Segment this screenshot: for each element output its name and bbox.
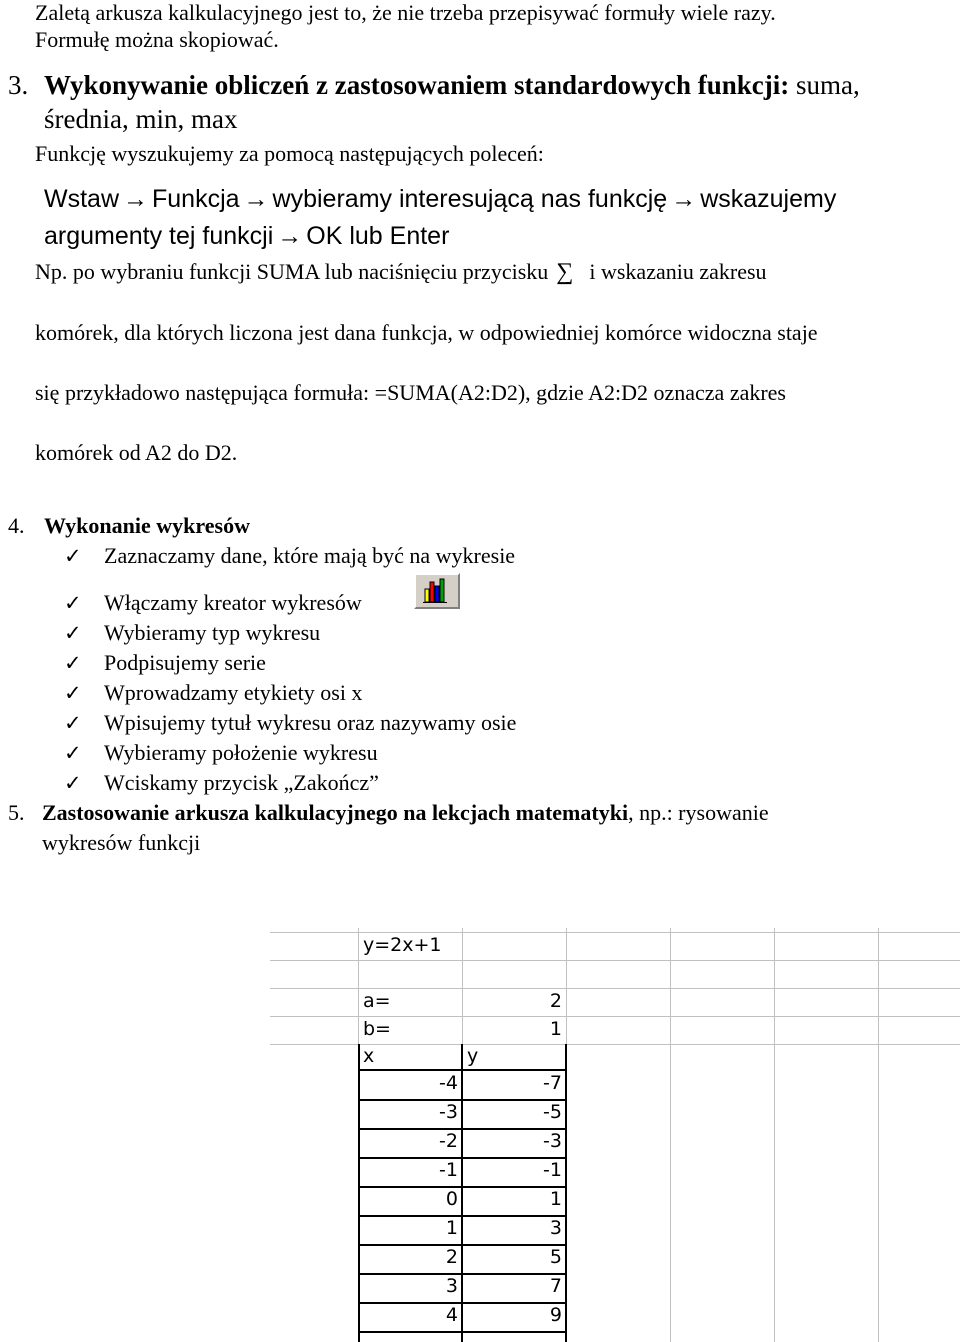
table-border bbox=[565, 1044, 567, 1342]
table-cell-x: 4 bbox=[445, 1304, 458, 1326]
sheet-col-y-header: y bbox=[467, 1045, 479, 1067]
list-item: Wprowadzamy etykiety osi x bbox=[104, 680, 363, 705]
sheet-title-cell: y=2x+1 bbox=[363, 934, 442, 956]
example-line-1 bbox=[35, 259, 767, 286]
sigma-icon: ∑ bbox=[556, 259, 574, 285]
gridline bbox=[774, 928, 775, 1342]
checkmark-icon: ✓ bbox=[64, 711, 82, 735]
checkmark-icon: ✓ bbox=[64, 741, 82, 765]
sheet-b-value: 1 bbox=[549, 1018, 562, 1040]
example-line-4: komórek od A2 do D2. bbox=[35, 440, 238, 465]
gridline bbox=[270, 932, 960, 933]
example-line-2: komórek, dla których liczona jest dana funkcja, w odpowiedniej komórce widoczna staje bbox=[35, 320, 818, 345]
menu-path-line-1 bbox=[44, 185, 836, 214]
table-cell-y: 1 bbox=[549, 1188, 562, 1210]
menu-step-choose: wybieramy interesującą nas funkcję bbox=[272, 185, 668, 213]
checkmark-icon: ✓ bbox=[64, 544, 82, 568]
section-5-line-2: wykresów funkcji bbox=[42, 830, 201, 855]
sheet-a-label: a= bbox=[363, 990, 391, 1012]
section-5-title bbox=[42, 800, 769, 826]
table-cell-x: 1 bbox=[445, 1217, 458, 1239]
example-line-3: się przykładowo następująca formuła: =SUMA(A2:D2), gdzie A2:D2 oznacza zakres bbox=[35, 380, 786, 405]
section-5-title-rest: , np.: rysowanie bbox=[628, 800, 769, 825]
section-3-title-line-2: średnia, min, max bbox=[44, 104, 238, 134]
arrow-right-icon: → bbox=[671, 185, 697, 213]
arrow-right-icon: → bbox=[277, 222, 303, 250]
intro-line-2: Formułę można skopiować. bbox=[35, 27, 279, 52]
table-cell-x: 2 bbox=[445, 1246, 458, 1268]
table-cell-x: -1 bbox=[439, 1159, 458, 1181]
example-text-2: i wskazaniu zakresu bbox=[589, 259, 767, 284]
menu-step-function: Funkcja bbox=[152, 185, 240, 213]
section-3-title bbox=[44, 70, 860, 101]
bar-chart-icon bbox=[416, 575, 458, 607]
sheet-a-value: 2 bbox=[549, 990, 562, 1012]
gridline bbox=[670, 928, 671, 1342]
gridline bbox=[878, 928, 879, 1342]
table-cell-x: -3 bbox=[439, 1101, 458, 1123]
list-item: Wciskamy przycisk „Zakończ” bbox=[104, 770, 379, 795]
table-cell-y: 3 bbox=[549, 1217, 562, 1239]
section-4-title-bold: Wykonanie wykresów bbox=[44, 513, 250, 538]
table-cell-y: 9 bbox=[549, 1304, 562, 1326]
list-item: Włączamy kreator wykresów bbox=[104, 590, 362, 615]
list-item: Zaznaczamy dane, które mają być na wykresie bbox=[104, 543, 516, 568]
gridline bbox=[270, 960, 960, 961]
intro-line-1: Zaletą arkusza kalkulacyjnego jest to, że nie trzeba przepisywać formuły wiele razy. bbox=[35, 0, 776, 25]
menu-path-line-2 bbox=[44, 222, 449, 251]
checkmark-icon: ✓ bbox=[64, 771, 82, 795]
section-4-number: 4. bbox=[8, 513, 25, 538]
section-3-subtitle: Funkcję wyszukujemy za pomocą następujących poleceń: bbox=[35, 141, 544, 166]
example-text-1: Np. po wybraniu funkcji SUMA lub naciśnięciu przycisku bbox=[35, 259, 549, 284]
menu-step-ok: OK lub Enter bbox=[306, 222, 450, 250]
table-cell-y: -5 bbox=[543, 1101, 562, 1123]
table-cell-y: -1 bbox=[543, 1159, 562, 1181]
section-3-title-bold: Wykonywanie obliczeń z zastosowaniem standardowych funkcji: bbox=[44, 70, 790, 100]
checkmark-icon: ✓ bbox=[64, 651, 82, 675]
list-item: Podpisujemy serie bbox=[104, 650, 266, 675]
section-3-number: 3. bbox=[8, 70, 29, 100]
gridline bbox=[270, 1016, 960, 1017]
menu-step-arguments: argumenty tej funkcji bbox=[44, 222, 274, 250]
menu-step-indicate: wskazujemy bbox=[700, 185, 837, 213]
checkmark-icon: ✓ bbox=[64, 591, 82, 615]
table-cell-y: -7 bbox=[543, 1072, 562, 1094]
gridline bbox=[270, 988, 960, 989]
section-4-title bbox=[44, 513, 250, 539]
table-cell-x: 3 bbox=[445, 1275, 458, 1297]
section-3-title-rest: suma, bbox=[789, 70, 860, 100]
table-cell-y: 5 bbox=[549, 1246, 562, 1268]
sheet-b-label: b= bbox=[363, 1018, 391, 1040]
table-border bbox=[358, 1331, 566, 1333]
section-5-number: 5. bbox=[8, 800, 25, 825]
table-cell-y: -3 bbox=[543, 1130, 562, 1152]
checkmark-icon: ✓ bbox=[64, 621, 82, 645]
list-item: Wpisujemy tytuł wykresu oraz nazywamy osie bbox=[104, 710, 517, 735]
section-5-title-bold: Zastosowanie arkusza kalkulacyjnego na lekcjach matematyki bbox=[42, 800, 629, 825]
list-item: Wybieramy typ wykresu bbox=[104, 620, 321, 645]
chart-wizard-icon bbox=[414, 573, 460, 609]
menu-step-insert: Wstaw bbox=[44, 185, 119, 213]
table-cell-x: 0 bbox=[445, 1188, 458, 1210]
table-cell-x: -4 bbox=[439, 1072, 458, 1094]
table-cell-x: -2 bbox=[439, 1130, 458, 1152]
checkmark-icon: ✓ bbox=[64, 681, 82, 705]
arrow-right-icon: → bbox=[123, 185, 148, 213]
list-item: Wybieramy położenie wykresu bbox=[104, 740, 378, 765]
table-cell-y: 7 bbox=[549, 1275, 562, 1297]
spreadsheet-excerpt bbox=[270, 928, 960, 1342]
arrow-right-icon: → bbox=[243, 185, 269, 213]
sheet-col-x-header: x bbox=[363, 1045, 375, 1067]
